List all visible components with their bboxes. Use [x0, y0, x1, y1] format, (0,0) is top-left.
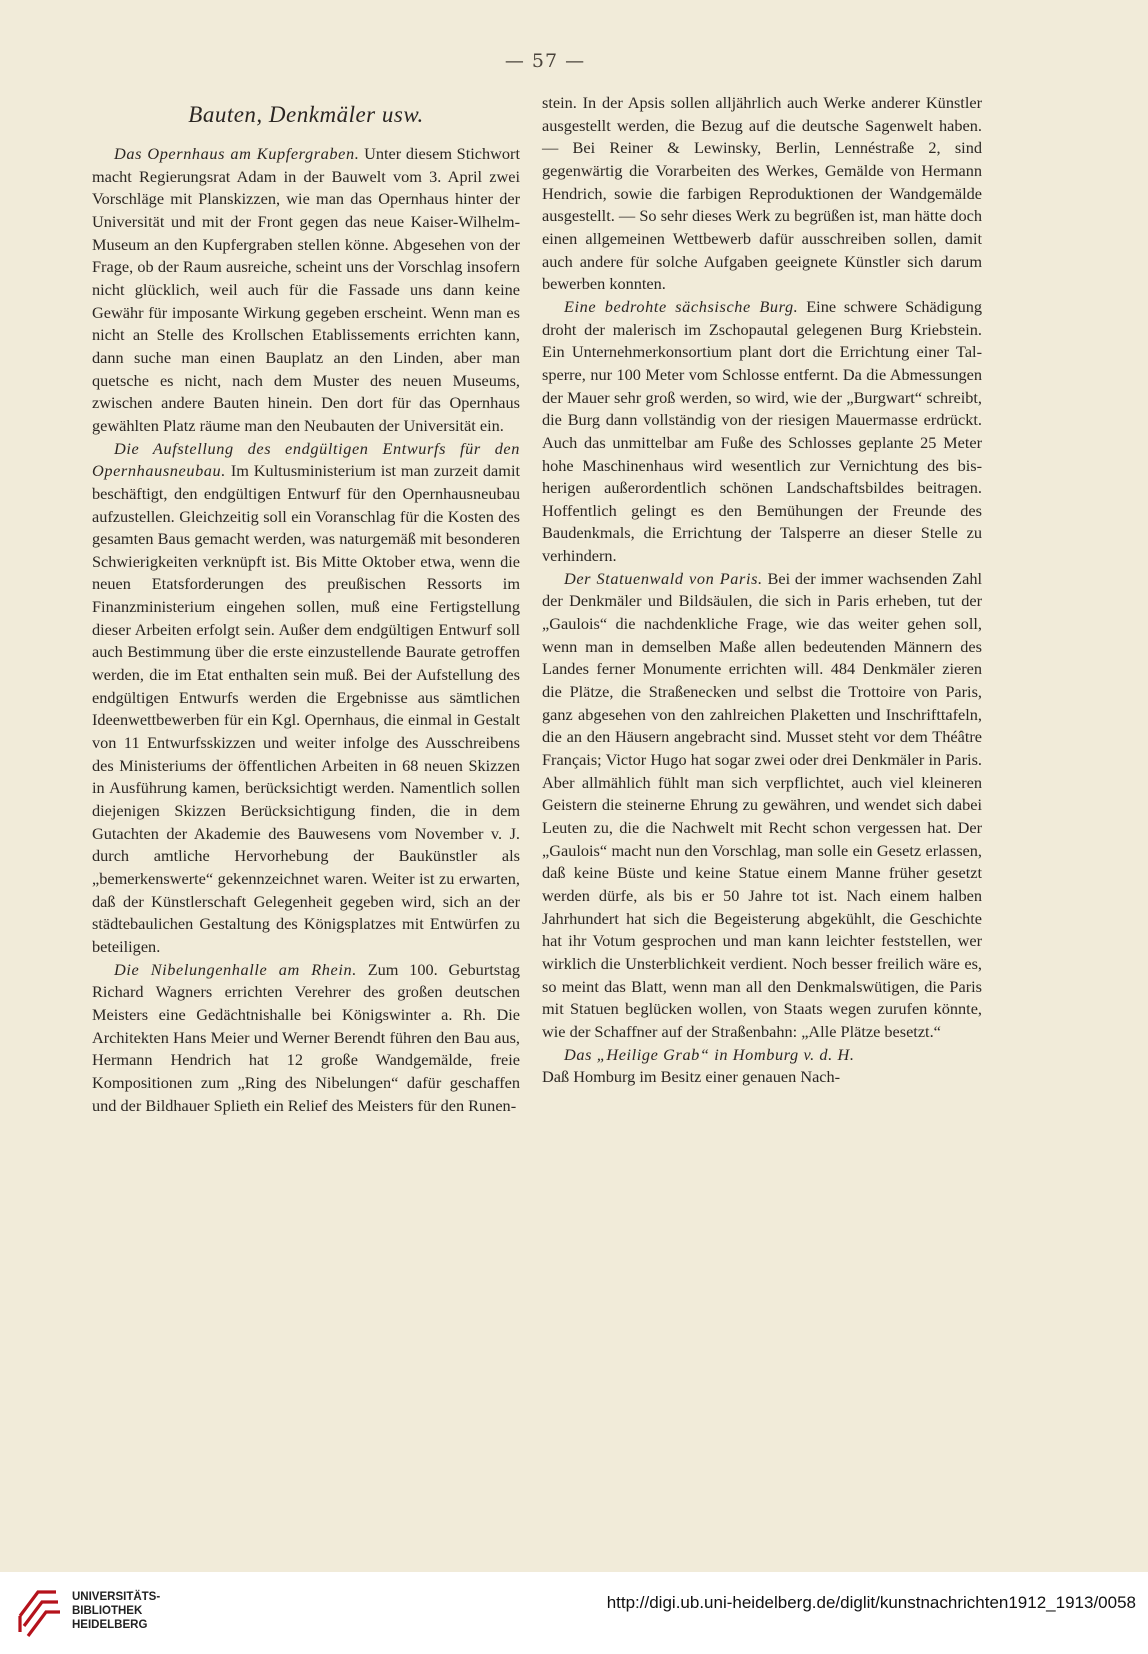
article-text: Bei der immer wachsenden Zahl der Denkmäler und Bildsäulen, die sich in Paris erheben, tut der „Gaulois“ die nachdenkliche Frage, wie das weiter gehen soll, wenn man in demselben Maße allen bedeutenden Männern des Landes ferner Monumente errichten will. 484 Denkmäler zieren die Plätze, die Straßenecken und selbst die Trottoire von Paris, ganz abgesehen von den zahlreichen Plaketten und Inschrifttafeln, die an den Häusern angebracht sind. Musset steht vor dem Théâtre Français; Victor Hugo hat sogar zwei oder drei Denkmäler in Paris. Aber allmählich fühlt man sich verpflichtet, auch viel kleineren Geistern die steinerne Ehrung zu gewähren, und wendet sich dabei Leuten zu, die die Nachwelt mit Recht schon vergessen hat. Der „Gaulois“ macht nun den Vorschlag, man solle ein Gesetz erlassen, daß keine Büste und keine Statue einem Manne früher gesetzt werden dürfe, als bis er 50 Jahre tot ist. Nach einem halben Jahrhundert hat sich die Begeisterung abgekühlt, die Geschichte hat ihr Votum gesprochen und man kann leichter feststellen, wer wirklich die Unsterblichkeit verdient. Noch besser freilich wäre es, so meint das Blatt, wenn man all den Denkmalswütigen, die Paris mit Statuen beglücken wollen, von Staats wegen zurufen könnte, wie der Schaffner auf der Straßenbahn: „Alle Plätze besetzt.“ [542, 568, 982, 1041]
article-title: Eine bedrohte sächsische Burg. [564, 296, 799, 316]
permalink-url[interactable]: http://digi.ub.uni-heidelberg.de/diglit/kunstnachrichten1912_1913/0058 [606, 1593, 1136, 1612]
article-text: Eine schwere Schädigung droht der malerisch im Zschopautal gelegenen Burg Kriebstein. Ein Unternehmerkonsortium plant dort die Errichtung einer Talsperre, nur 100 Meter vom Schlosse entfernt. Da die Abmessungen der Mauer sehr groß werden, so wird, wie der „Burgwart“ schreibt, die Burg dann vollständig von der riesigen Mauermasse erdrückt. Auch das unmittelbar am Fuße des Schlosses geplante 25 Meter hohe Maschinenhaus wird wesentlich zur Vernichtung des bisherigen außerordentlich schönen Landschaftsbildes beitragen. Hoffentlich gelingt es den Bemühungen der Freunde des Baudenkmals, die Errichtung der Talsperre an dieser Stelle zu verhindern. [542, 296, 983, 566]
library-logo-icon [14, 1586, 64, 1640]
library-name-line: BIBLIOTHEK [72, 1605, 143, 1617]
article-heilige-grab [542, 1044, 982, 1089]
article-statuenwald [542, 568, 982, 1044]
article-text: Unter diesem Stichwort macht Regierungsrat Adam in der Bauwelt vom 3. April zwei Vorschläge mit Planskizzen, wie man das Opernhaus hinter der Universität und mit der Front gegen das neue Kaiser-Wilhelm-Museum an den Kupfergraben stellen könne. Abgesehen von der Frage, ob der Raum ausreiche, scheint uns der Vorschlag insofern nicht glücklich, weil auch für die Fassade uns dann keine Gewähr für imposante Wirkung gegeben erscheint. Wenn man es nicht an Stelle des Krollschen Etablissements errichten kann, dann suche man einen Bauplatz an den Linden, aber man quetsche es nicht, nach dem Muster des neuen Museums, zwischen andere Bauten hinein. Den dort für das Opernhaus gewählten Platz räume man den Neubauten der Universität ein. [92, 144, 520, 435]
article-nibelungenhalle [92, 959, 520, 1118]
article-title: Der Statuenwald von Paris. [564, 568, 763, 588]
article-text: Zum 100. Geburtstag Richard Wagners errichten Verehrer des großen deutschen Meisters eine Gedächtnishalle bei Königswinter a. Rh. Die Architekten Hans Meier und Werner Berendt führen den Bau aus, Hermann Hendrich hat 12 große Wandgemälde, freie Kompositionen zum „Ring des Nibelungen“ dafür geschaffen und der Bildhauer Splieth ein Relief des Meisters für den Runen- [92, 959, 520, 1115]
article-title: Die Nibelungenhalle am Rhein. [114, 959, 357, 979]
left-column [92, 88, 520, 1117]
article-title: Das „Heilige Grab“ in Homburg v. d. H. [564, 1044, 855, 1064]
right-column [542, 92, 982, 1089]
section-title: Bauten, Denkmäler usw. [188, 102, 424, 127]
library-name [72, 1590, 160, 1632]
article-title: Die Aufstellung des endgültigen Entwurfs für den Opernhausneubau. [92, 438, 520, 481]
viewer-footer [0, 1572, 1148, 1654]
library-name-line: HEIDELBERG [72, 1619, 148, 1631]
article-title: Das Opernhaus am Kupfergraben. [114, 144, 360, 163]
article-entwurf [92, 438, 520, 959]
library-name-line: UNIVERSITÄTS- [72, 1591, 161, 1603]
article-burg [542, 296, 982, 568]
article-text: Im Kultusministerium ist man zurzeit damit beschäftigt, den endgültigen Entwurf für den Opernhausneubau aufzustellen. Gleichzeitig soll ein Voranschlag für die Kosten des gesamten Baus gemacht werden, was naturgemäß mit besonderen Schwierigkeiten verknüpft ist. Bis Mitte Oktober etwa, wenn die neuen Etatsforderungen des preußischen Ressorts im Finanzministerium eingehen sollen, muß eine Fertigstellung dieser Arbeiten erfolgt sein. Außer dem endgültigen Entwurf soll auch Bestimmung über die erste einzustellende Baurate getroffen werden, die im Etat enthalten sein muß. Bei der Aufstellung des endgültigen Entwurfs werden die Ergebnisse aus sämtlichen Ideenwettbewerben für ein Kgl. Opernhaus, die einmal in Gestalt von 11 Entwurfsskizzen und weiter infolge des Ausschreibens des Ministeriums der öffentlichen Arbeiten in 68 neuen Skizzen in Ausführung kamen, berücksichtigt werden. Namentlich sollen diejenigen Skizzen Berücksichtigung finden, die in dem Gutachten der Akademie des Bauwesens vom November v. J. durch amtliche Hervorhebung der Baukünstler als „bemerkenswerte“ gekennzeichnet waren. Weiter ist zu erwarten, daß der Künstlerschaft Gelegenheit gegeben wird, sich an der städtebaulichen Gestaltung des Königsplatzes mit Entwürfen zu beteiligen. [92, 461, 520, 956]
article-opernhaus [92, 143, 520, 438]
article-text: stein. In der Apsis sollen alljährlich auch Werke anderer Künstler ausgestellt werden, die Bezug auf die deutsche Sagenwelt haben. — Bei Reiner & Lewinsky, Berlin, Lennéstraße 2, sind gegenwärtig die Vorarbeiten des Werkes, Gemälde von Hermann Hendrich, sowie die farbigen Reproduktionen der Wandgemälde ausgestellt. — So sehr dieses Werk zu begrüßen ist, man hätte doch einen allgemeinen Wettbewerb dafür ausschreiben sollen, damit auch andere für solche Aufgaben geeignete Künstler sich darum bewerben konnten. [542, 93, 982, 294]
article-continuation [542, 92, 982, 296]
article-text: Daß Homburg im Besitz einer genauen Nach- [542, 1067, 841, 1087]
page-number: — 57 — [504, 50, 586, 72]
